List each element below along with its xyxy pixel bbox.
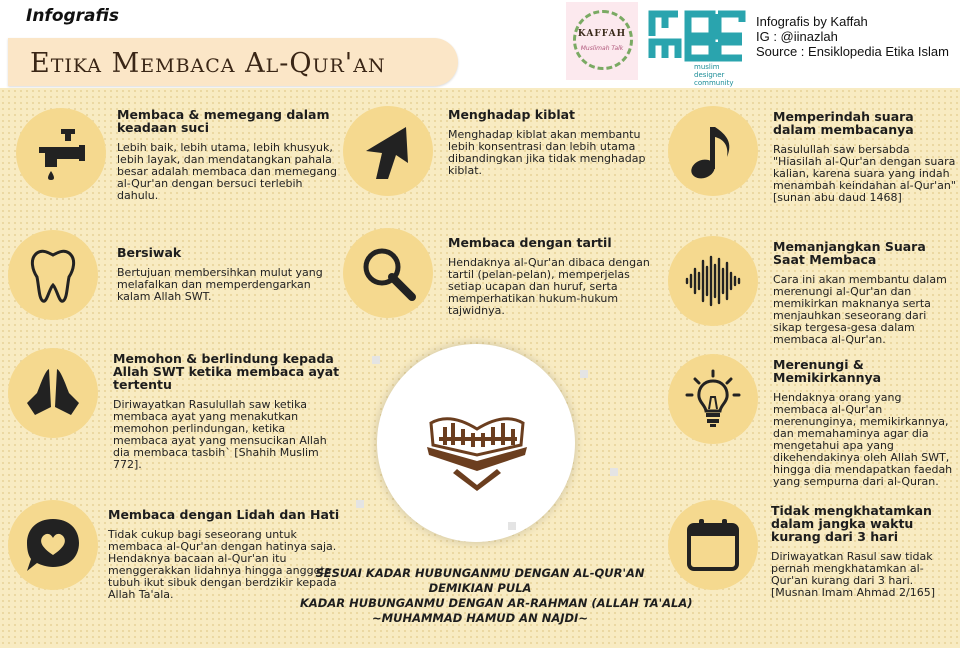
item-title: Menghadap kiblat (448, 107, 576, 122)
item-title: Membaca & memegang dalam keadaan suci (117, 107, 330, 135)
center-emblem (377, 344, 575, 542)
sound-wave-icon (668, 236, 758, 326)
floral-wreath-icon (573, 10, 633, 70)
item-memperindah-suara (773, 110, 958, 204)
item-title: Memohon & berlindung kepada Allah SWT ketika membaca ayat tertentu (113, 351, 340, 392)
decor-square (508, 522, 516, 530)
credit-source: Source : Ensiklopedia Etika Islam (756, 44, 949, 59)
item-body: Rasulullah saw bersabda "Hiasilah al-Qur'an dengan suara kalian, karena suara yang indah menambah keindahan al-Qur'an" [sunan abu daud 1468] (773, 143, 956, 204)
item-title: Bersiwak (117, 245, 182, 260)
title-banner (8, 38, 458, 86)
item-memanjangkan-suara (773, 240, 958, 346)
calendar-icon (668, 500, 758, 590)
item-title: Merenungi & Memikirkannya (773, 357, 882, 385)
page-title: Etika Membaca Al-Qur'an (30, 48, 386, 79)
magnifier-icon (343, 228, 433, 318)
item-merenungi (773, 358, 958, 488)
quote-line-3: KADAR HUBUNGANMU DENGAN AR-RAHMAN (ALLAH TA'ALA) (300, 596, 693, 610)
item-mengkhatamkan (771, 504, 959, 599)
kaffah-logo-name: KAFFAH (577, 29, 627, 39)
faucet-icon (16, 108, 106, 198)
quote-line-1: SESUAI KADAR HUBUNGANMU DENGAN AL-QUR'AN (315, 566, 645, 580)
quote-block (300, 566, 693, 626)
quote-attribution: ~MUHAMMAD HAMUD AN NAJDI~ (372, 611, 588, 625)
lightbulb-icon (668, 354, 758, 444)
quote-line-2: DEMIKIAN PULA (428, 581, 532, 595)
item-title: Membaca dengan Lidah dan Hati (108, 507, 340, 522)
decor-square (610, 468, 618, 476)
credit-instagram: IG : @iinazlah (756, 29, 838, 44)
item-membaca-tartil (448, 236, 658, 317)
item-body: Hendaknya al-Qur'an dibaca dengan tartil (pelan-pelan), memperjelas setiap ucapan dan huruf, serta memperhatikan hukum-hukum tajwidnya. (448, 256, 650, 317)
item-body: Menghadap kiblat akan membantu lebih konsentrasi dan lebih utama dibandingkan jika tidak menghadap kiblat. (448, 128, 646, 177)
item-title: Tidak mengkhatamkan dalam jangka waktu kurang dari 3 hari (771, 503, 932, 544)
decor-square (580, 370, 588, 378)
credit-author: Infografis by Kaffah (756, 14, 868, 29)
kaffah-logo-subtitle: Muslimah Talk (580, 45, 624, 52)
item-bersiwak (117, 246, 342, 303)
tooth-icon (8, 230, 98, 320)
decor-square (372, 356, 380, 364)
brand-label: Infografis (26, 6, 120, 26)
heart-chat-icon (8, 500, 98, 590)
item-body: Bertujuan membersihkan mulut yang melafalkan dan memperdengarkan kalam Allah SWT. (117, 266, 323, 303)
quran-calligraphy-icon (417, 389, 537, 499)
item-memohon-berlindung (113, 352, 343, 471)
credits (756, 14, 949, 59)
item-title: Memperindah suara dalam membacanya (773, 109, 914, 137)
mdc-logo (648, 8, 746, 87)
item-body: Diriwayatkan Rasulullah saw ketika membaca ayat yang menakutkan memohon perlindungan, ketika membaca ayat yang mensucikan Allah dia membaca tasbih` [Shahih Muslim 772]. (113, 398, 327, 471)
item-body: Lebih baik, lebih utama, lebih khusyuk, lebih layak, dan mendatangkan pahala besar adalah membaca dan memegang al-Qur'an dengan bersuci terlebih dahulu. (117, 141, 338, 202)
item-body: Hendaknya orang yang membaca al-Qur'an merenunginya, memikirkannya, dan memahaminya agar dia mengetahui apa yang dikehendakinya oleh Allah SWT, hingga dia mendapatkan faedah yang sempurna dari al-Quran. (773, 391, 953, 488)
mdc-logo-subtitle: muslim designer community (694, 63, 734, 87)
item-body: Tidak cukup bagi seseorang untuk membaca al-Qur'an dengan hatinya saja. Hendaknya bacaan al-Qur'an itu menggerakkan lidahnya hingga anggota tubuh ikut sibuk dengan berdzikir kepada Allah Ta'ala. (108, 528, 337, 601)
praying-hands-icon (8, 348, 98, 438)
item-title: Membaca dengan tartil (448, 235, 612, 250)
item-title: Memanjangkan Suara Saat Membaca (773, 239, 926, 267)
item-menghadap-kiblat (448, 108, 658, 177)
item-body: Diriwayatkan Rasul saw tidak pernah mengkhatamkan al-Qur'an kurang dari 3 hari. [Musnan Imam Ahmad 2/165] (771, 550, 936, 599)
decor-square (356, 500, 364, 508)
item-membaca-suci (117, 108, 342, 202)
music-note-icon (668, 106, 758, 196)
item-body: Cara ini akan membantu dalam merenungi al-Qur'an dan memikirkan maknanya serta menjauhkan seseorang dari sikap tergesa-gesa dalam membaca al-Qur'an. (773, 273, 947, 346)
arrow-icon (343, 106, 433, 196)
kaffah-logo (566, 2, 638, 80)
mdc-logo-icon (648, 8, 746, 64)
